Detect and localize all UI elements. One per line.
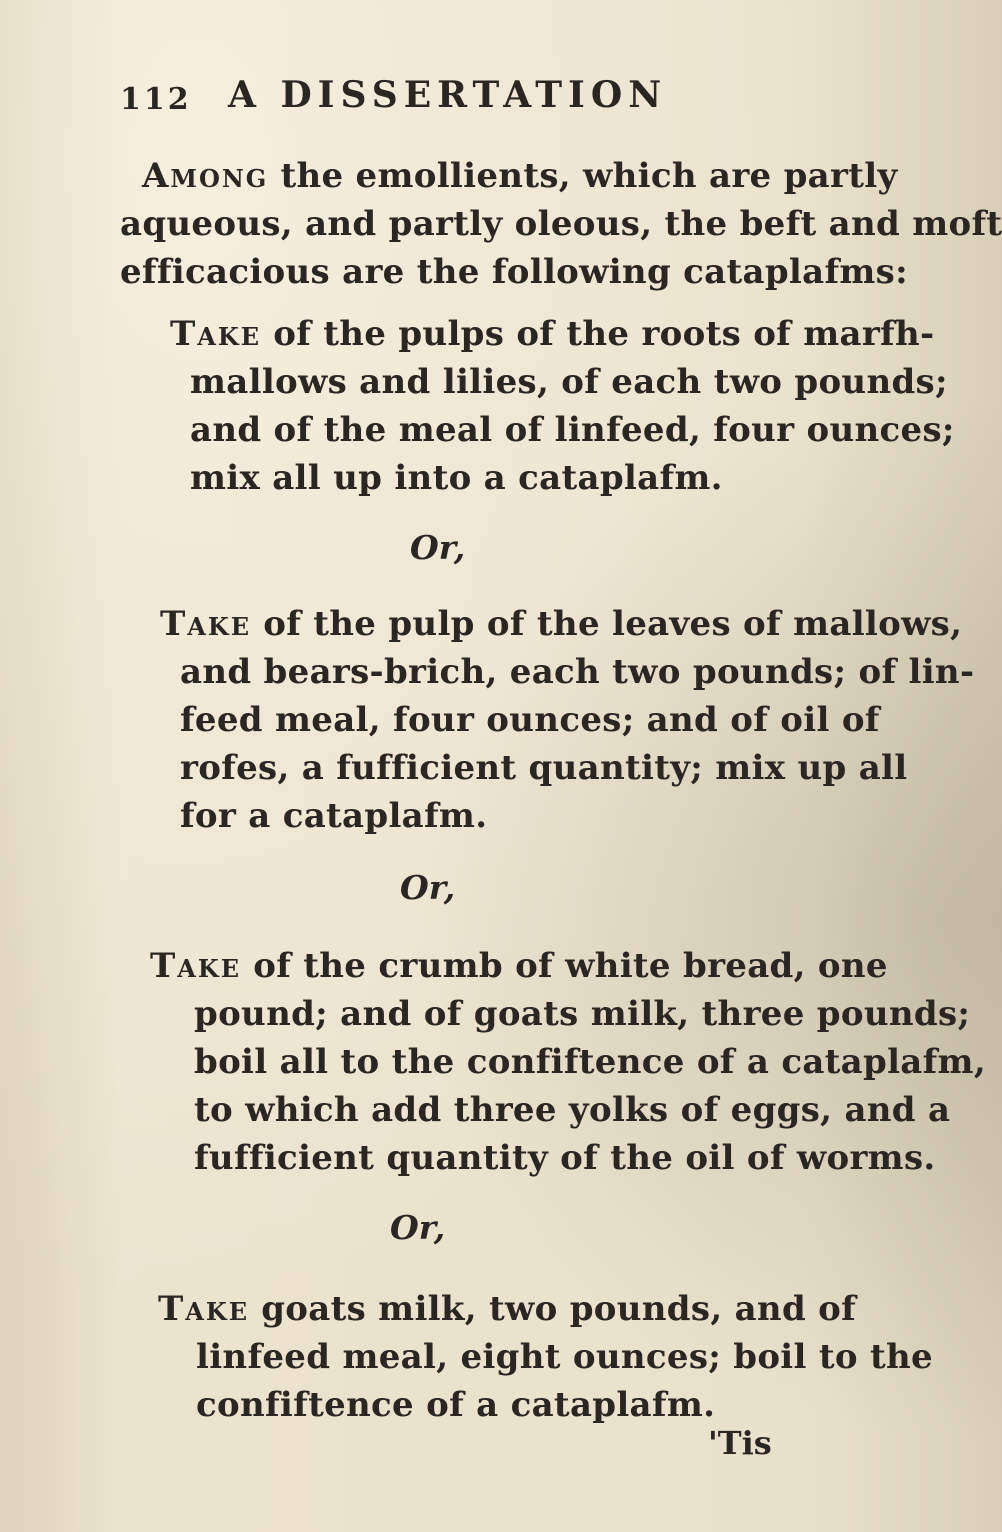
recipe-line: boil all to the confiftence of a cataplafm, bbox=[194, 1042, 986, 1082]
recipe-line: mix all up into a cataplafm. bbox=[190, 458, 723, 498]
recipe-paragraph-3 bbox=[150, 942, 888, 990]
recipe-line: to which add three yolks of eggs, and a bbox=[194, 1090, 951, 1130]
intro-line: the emollients, which are partly bbox=[280, 156, 898, 196]
recipe-lead-word: Take bbox=[150, 946, 242, 986]
separator-or: Or, bbox=[400, 868, 456, 907]
recipe-lead-word: Take bbox=[170, 314, 262, 354]
recipe-line: of the pulps of the roots of marfh- bbox=[273, 314, 935, 354]
catchword: 'Tis bbox=[708, 1424, 772, 1462]
recipe-line: linfeed meal, eight ounces; boil to the bbox=[196, 1337, 933, 1377]
recipe-lead-word: Take bbox=[160, 604, 252, 644]
running-title: A DISSERTATION bbox=[228, 74, 668, 116]
recipe-paragraph-2 bbox=[160, 600, 962, 648]
separator-or: Or, bbox=[390, 1208, 446, 1247]
recipe-line: confiftence of a cataplafm. bbox=[196, 1385, 716, 1425]
intro-paragraph-cont bbox=[120, 200, 1002, 296]
recipe-line: for a cataplafm. bbox=[180, 796, 488, 836]
recipe-line: fufficient quantity of the oil of worms. bbox=[194, 1138, 936, 1178]
recipe-line: of the crumb of white bread, one bbox=[253, 946, 888, 986]
recipe-paragraph-1 bbox=[170, 310, 934, 358]
recipe-paragraph-3-cont bbox=[194, 990, 986, 1182]
separator-or: Or, bbox=[410, 528, 466, 567]
recipe-line: mallows and lilies, of each two pounds; bbox=[190, 362, 948, 402]
recipe-paragraph-1-cont bbox=[190, 358, 955, 502]
intro-line: efficacious are the following cataplafms: bbox=[120, 252, 908, 292]
recipe-line: of the pulp of the leaves of mallows, bbox=[263, 604, 963, 644]
recipe-paragraph-4 bbox=[158, 1285, 856, 1333]
recipe-lead-word: Take bbox=[158, 1289, 250, 1329]
page-number: 112 bbox=[120, 82, 192, 117]
recipe-paragraph-4-cont bbox=[196, 1333, 933, 1429]
recipe-line: goats milk, two pounds, and of bbox=[261, 1289, 857, 1329]
recipe-line: and of the meal of linfeed, four ounces; bbox=[190, 410, 955, 450]
running-head bbox=[120, 70, 760, 130]
intro-paragraph bbox=[142, 152, 898, 200]
recipe-paragraph-2-cont bbox=[180, 648, 974, 840]
recipe-line: and bears-brich, each two pounds; of lin- bbox=[180, 652, 975, 692]
recipe-line: pound; and of goats milk, three pounds; bbox=[194, 994, 971, 1034]
recipe-line: feed meal, four ounces; and of oil of bbox=[180, 700, 880, 740]
intro-lead-word: Among bbox=[142, 156, 269, 196]
intro-line: aqueous, and partly oleous, the beft and moft bbox=[120, 204, 1002, 244]
recipe-line: rofes, a fufficient quantity; mix up all bbox=[180, 748, 908, 788]
